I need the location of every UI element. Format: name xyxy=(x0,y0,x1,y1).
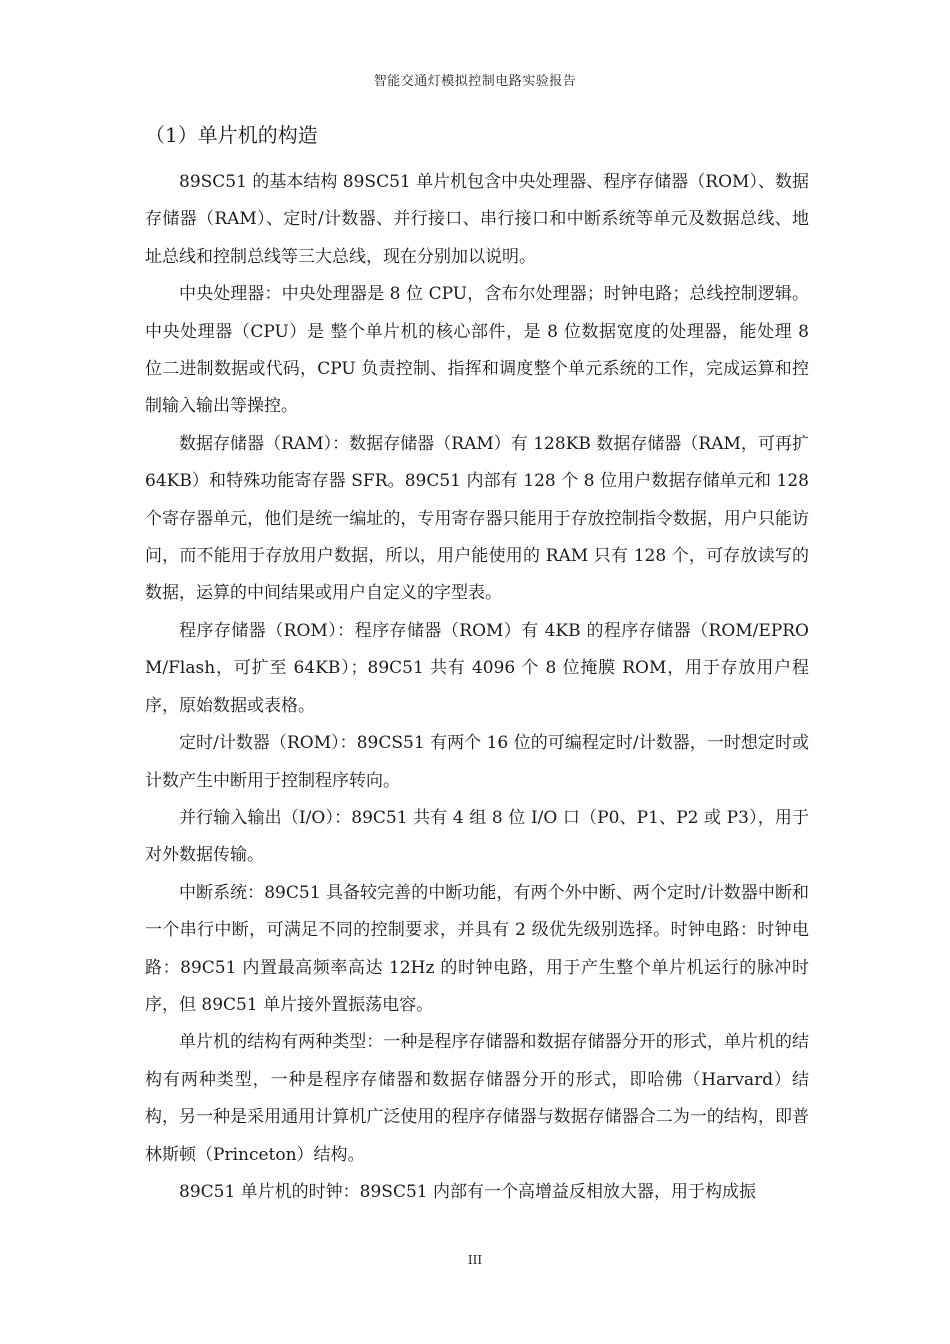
paragraph-clock: 89C51 单片机的时钟：89SC51 内部有一个高增益反相放大器，用于构成振 xyxy=(179,1181,756,1202)
paragraph-cpu: 中央处理器：中央处理器是 8 位 CPU，含布尔处理器；时钟电路；总线控制逻辑。中央处理器（CPU）是 整个单片机的核心部件，是 8 位数据宽度的处理器，能处理 8 位二进制数据或代码，CPU 负责控制、指挥和调度整个单元系统的工作，完成运算和控制输入输出等操控。 xyxy=(145,284,809,417)
paragraph-basic-structure: 89SC51 的基本结构 89SC51 单片机包含中央处理器、程序存储器（ROM）、数据存储器（RAM）、定时/计数器、并行接口、串行接口和中断系统等单元及数据总线、地址总线和控制总线等三大总线，现在分别加以说明。 xyxy=(145,172,809,267)
paragraph-architecture: 单片机的结构有两种类型：一种是程序存储器和数据存储器分开的形式，单片机的结构有两种类型，一种是程序存储器和数据存储器分开的形式，即哈佛（Harvard）结构，另一种是采用通用计算机广泛使用的程序存储器与数据存储器合二为一的结构，即普林斯顿（Princeton）结构。 xyxy=(145,1032,809,1165)
paragraph-rom: 程序存储器（ROM）：程序存储器（ROM）有 4KB 的程序存储器（ROM/EPROM/Flash，可扩至 64KB）；89C51 共有 4096 个 8 位掩膜 ROM，用于存放用户程序，原始数据或表格。 xyxy=(145,620,809,716)
page-header: 智能交通灯模拟控制电路实验报告 xyxy=(373,74,577,89)
paragraph-timer: 定时/计数器（ROM）：89CS51 有两个 16 位的可编程定时/计数器，一时想定时或计数产生中断用于控制程序转向。 xyxy=(145,733,809,791)
document-body xyxy=(145,118,809,1211)
paragraph-interrupt: 中断系统：89C51 具备较完善的中断功能，有两个外中断、两个定时/计数器中断和一个串行中断，可满足不同的控制要求，并具有 2 级优先级别选择。时钟电路：时钟电路：89C51 内置最高频率高达 12Hz 的时钟电路，用于产生整个单片机运行的脉冲时序，但 89C51 单片接外置振荡电容。 xyxy=(145,882,809,1015)
paragraph-io: 并行输入输出（I/O）：89C51 共有 4 组 8 位 I/O 口（P0、P1、P2 或 P3），用于对外数据传输。 xyxy=(145,807,809,866)
section-title: （1）单片机的构造 xyxy=(145,123,318,147)
page-number: III xyxy=(467,1253,483,1267)
paragraph-ram: 数据存储器（RAM）：数据存储器（RAM）有 128KB 数据存储器（RAM，可再扩 64KB）和特殊功能寄存器 SFR。89C51 内部有 128 个 8 位用户数据存储单元和 128 个寄存器单元，他们是统一编址的，专用寄存器只能用于存放控制指令数据，用户只能访问，而不能用于存放用户数据，所以，用户能使用的 RAM 只有 128 个，可存放读写的数据，运算的中间结果或用户自定义的字型表。 xyxy=(145,433,809,604)
